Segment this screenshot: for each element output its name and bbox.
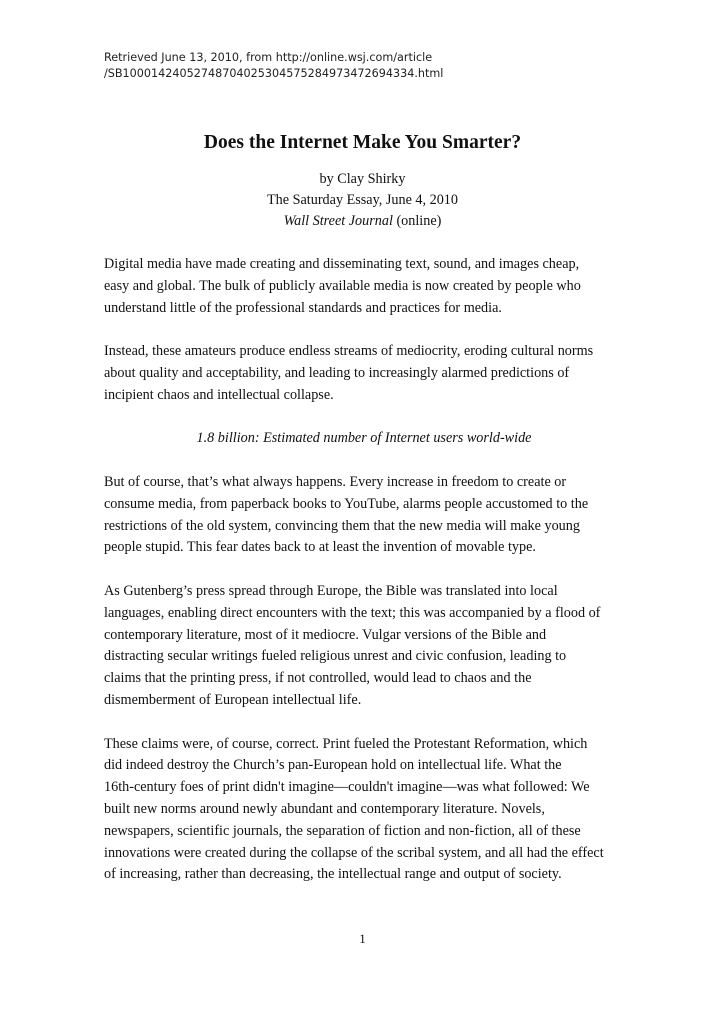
retrieved-note (104, 50, 443, 82)
author: by Clay Shirky (319, 171, 406, 187)
publication-name: Wall Street Journal (283, 213, 393, 229)
paragraph-2 (104, 341, 624, 406)
paragraph-line: of increasing, rather than decreasing, the intellectual range and output of society. (104, 866, 562, 883)
byline (0, 169, 725, 232)
page-number: 1 (359, 931, 366, 946)
paragraph-line: consume media, from paperback books to YouTube, alarms people accustomed to the (104, 495, 589, 512)
paragraph-line: about quality and acceptability, and leading to increasingly alarmed predictions of (104, 364, 570, 381)
paragraph-line: innovations were created during the collapse of the scribal system, and all had the effect (104, 844, 604, 861)
article-body (104, 254, 624, 908)
paragraph-line: Digital media have made creating and disseminating text, sound, and images cheap, (104, 256, 580, 272)
paragraph-line: languages, enabling direct encounters with the text; this was accompanied by a flood of (104, 604, 601, 621)
pullquote: 1.8 billion: Estimated number of Internet users world-wide (196, 430, 532, 447)
paragraph-line: restrictions of the old system, convincing them that the new media will make young (104, 517, 580, 534)
paragraph-line: newspapers, scientific journals, the separation of fiction and non-fiction, all of these (104, 822, 581, 839)
paragraph-line: Instead, these amateurs produce endless streams of mediocrity, eroding cultural norms (104, 343, 594, 360)
retrieved-line-2: /SB10001424052748704025304575284973472694334.html (104, 67, 444, 80)
publication-suffix: (online) (392, 213, 442, 229)
paragraph-4 (104, 581, 624, 712)
paragraph-line: 16th-century foes of print didn't imagine—couldn't imagine—was what followed: We (104, 779, 590, 796)
paragraph-1 (104, 254, 624, 319)
publication-line (0, 211, 725, 232)
paragraph-line: dismemberment of European intellectual life. (104, 691, 362, 708)
paragraph-line: claims that the printing press, if not controlled, would lead to chaos and the (104, 670, 532, 687)
article-header (0, 130, 725, 232)
paragraph-line: These claims were, of course, correct. Print fueled the Protestant Reformation, which (104, 735, 588, 752)
paragraph-line: understand little of the professional standards and practices for media. (104, 299, 502, 316)
paragraph-line: people stupid. This fear dates back to at least the invention of movable type. (104, 539, 536, 556)
column-date: The Saturday Essay, June 4, 2010 (267, 192, 458, 208)
paragraph-line: As Gutenberg’s press spread through Europe, the Bible was translated into local (104, 582, 558, 599)
article-title: Does the Internet Make You Smarter? (203, 132, 522, 153)
paragraph-line: did indeed destroy the Church’s pan-European hold on intellectual life. What the (104, 757, 562, 774)
paragraph-5 (104, 734, 624, 887)
paragraph-line: distracting secular writings fueled religious unrest and civic confusion, leading to (104, 648, 567, 665)
paragraph-line: built new norms around newly abundant and contemporary literature. Novels, (104, 800, 545, 817)
paragraph-line: incipient chaos and intellectual collapse. (104, 386, 334, 403)
paragraph-line: But of course, that’s what always happens. Every increase in freedom to create or (104, 473, 567, 490)
retrieved-line-1: Retrieved June 13, 2010, from http://online.wsj.com/article (104, 51, 433, 64)
paragraph-line: easy and global. The bulk of publicly available media is now created by people who (104, 277, 581, 294)
paragraph-line: contemporary literature, most of it mediocre. Vulgar versions of the Bible and (104, 626, 547, 643)
paragraph-3 (104, 472, 624, 559)
